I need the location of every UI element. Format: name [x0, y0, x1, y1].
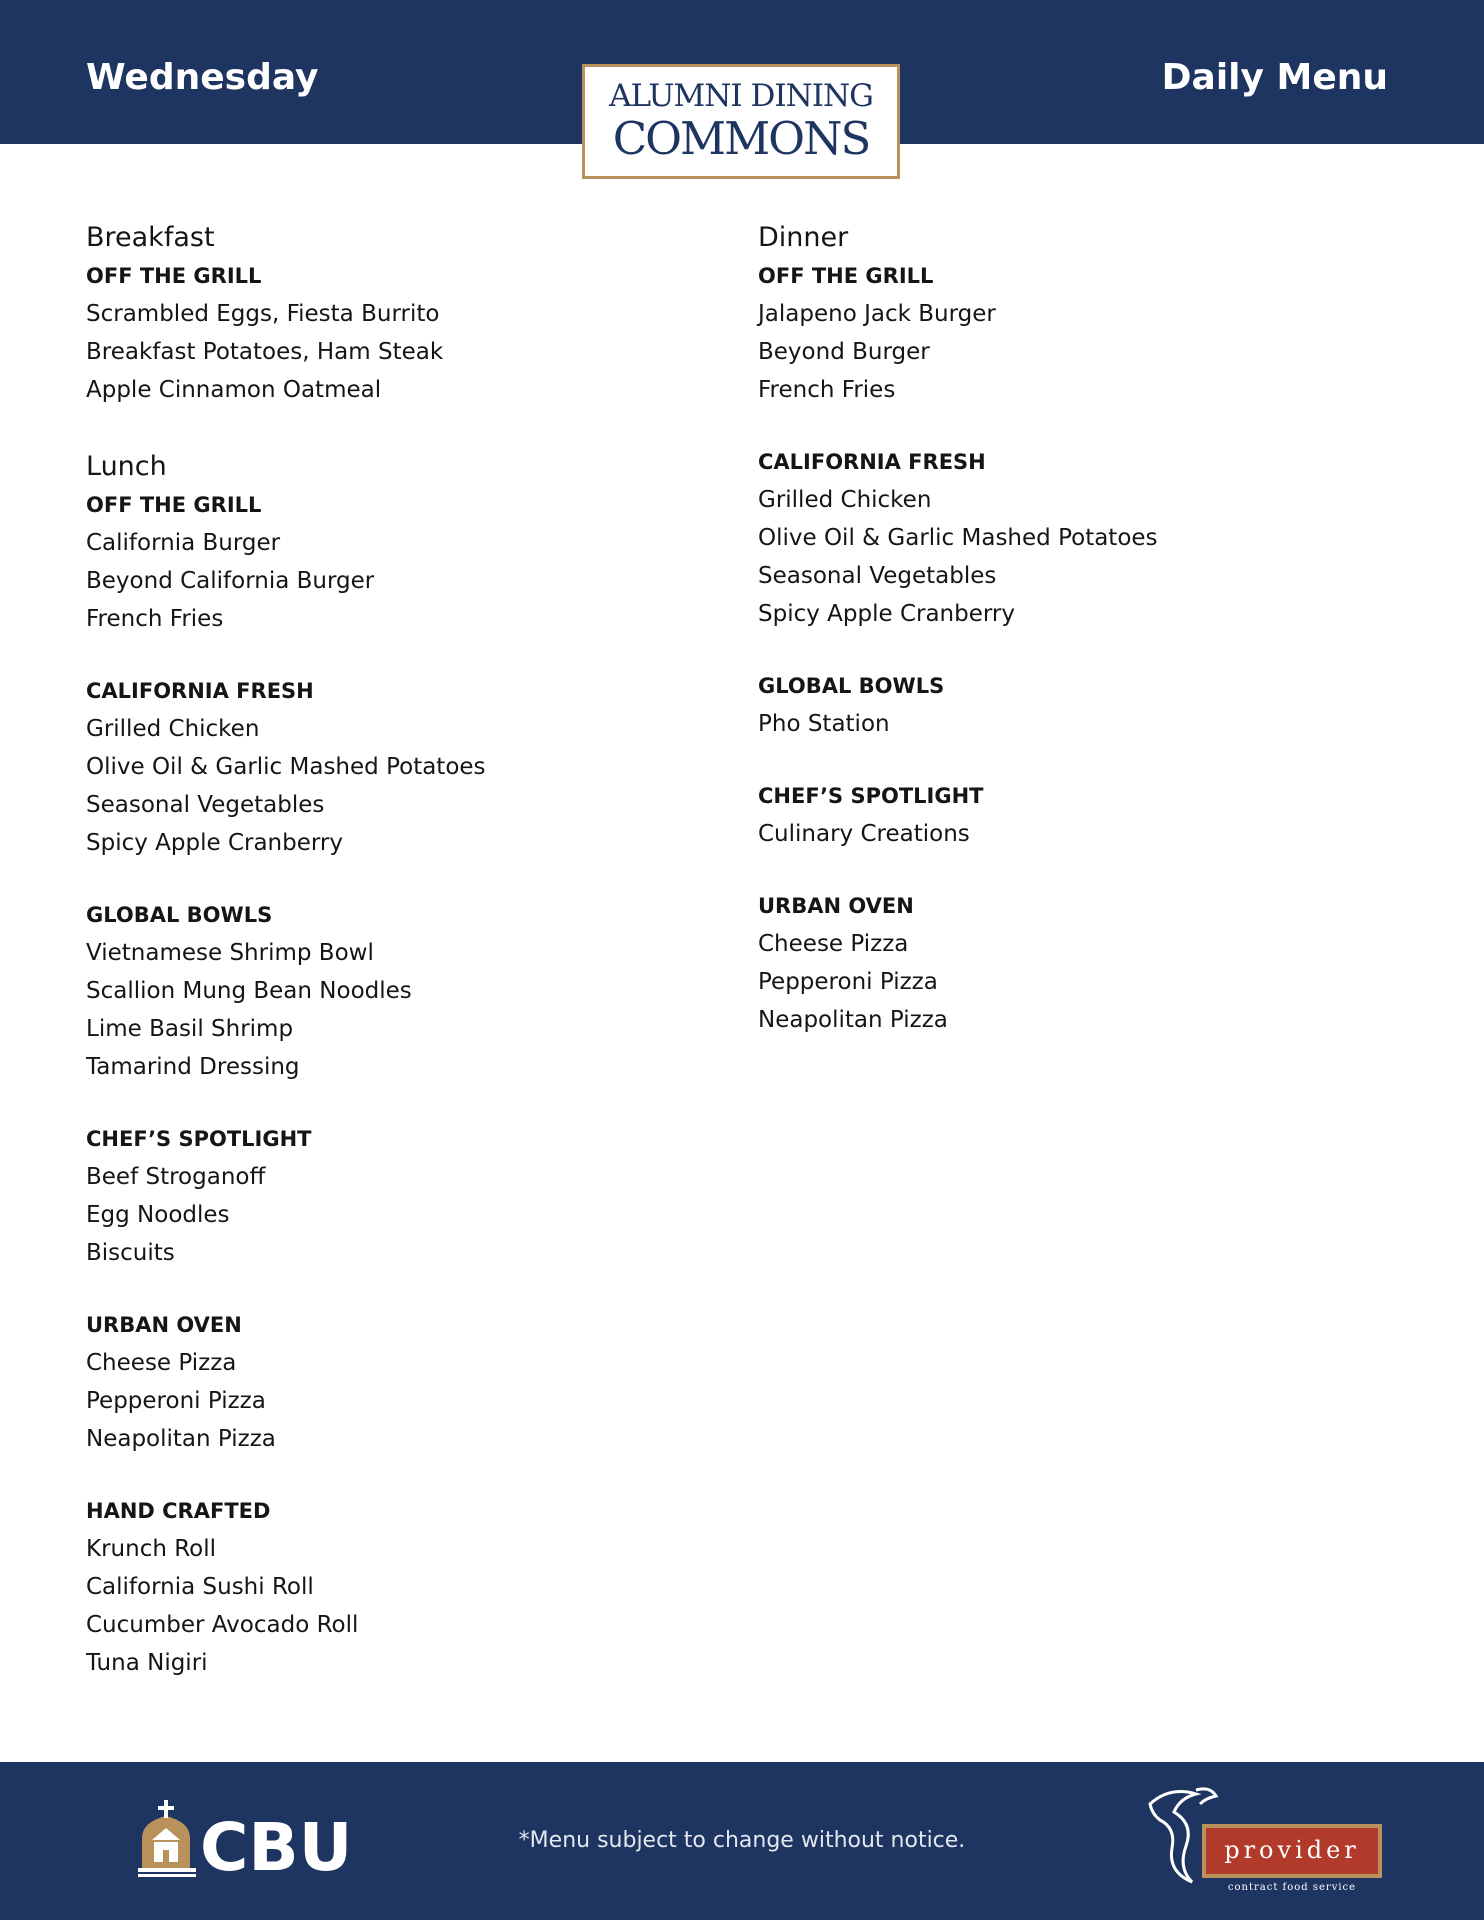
- day-label: Wednesday: [86, 57, 319, 98]
- disclaimer-note: *Menu subject to change without notice.: [518, 1828, 966, 1853]
- dinner-section-chefs-spotlight: [758, 781, 1158, 853]
- menu-item: French Fries: [758, 377, 896, 403]
- menu-item: Beyond Burger: [758, 339, 930, 365]
- menu-item: Biscuits: [86, 1240, 175, 1266]
- menu-item: Lime Basil Shrimp: [86, 1016, 294, 1042]
- provider-logo-text: provider: [1224, 1836, 1360, 1864]
- menu-item: Beyond California Burger: [86, 568, 375, 594]
- menu-item: California Sushi Roll: [86, 1574, 314, 1600]
- section-title: CHEF’S SPOTLIGHT: [758, 784, 984, 808]
- menu-item: Pho Station: [758, 711, 890, 737]
- menu-item: Culinary Creations: [758, 821, 970, 847]
- dinner-section-off-the-grill: [758, 261, 1158, 409]
- menu-item: Cheese Pizza: [86, 1350, 237, 1376]
- breakfast-section-off-the-grill: [86, 261, 486, 409]
- menu-item: Neapolitan Pizza: [758, 1007, 948, 1033]
- menu-item: Olive Oil & Garlic Mashed Potatoes: [758, 525, 1158, 551]
- menu-item: Tuna Nigiri: [86, 1650, 208, 1676]
- provider-tagline: contract food service: [1227, 1882, 1357, 1893]
- menu-item: Jalapeno Jack Burger: [758, 301, 996, 327]
- menu-item: French Fries: [86, 606, 224, 632]
- breakfast-menu: [86, 218, 486, 409]
- meal-heading-breakfast: Breakfast: [86, 222, 215, 253]
- left-column: [86, 218, 486, 1720]
- menu-item: Pepperoni Pizza: [758, 969, 938, 995]
- section-title: OFF THE GRILL: [86, 264, 262, 288]
- lunch-section-hand-crafted: [86, 1496, 486, 1682]
- menu-item: Seasonal Vegetables: [86, 792, 325, 818]
- dinner-menu: [758, 218, 1158, 1039]
- lunch-section-california-fresh: [86, 676, 486, 862]
- dinner-section-global-bowls: [758, 671, 1158, 743]
- menu-item: Scallion Mung Bean Noodles: [86, 978, 412, 1004]
- dinner-section-california-fresh: [758, 447, 1158, 633]
- lunch-section-off-the-grill: [86, 490, 486, 638]
- lunch-section-urban-oven: [86, 1310, 486, 1458]
- menu-item: Egg Noodles: [86, 1202, 230, 1228]
- menu-item: Spicy Apple Cranberry: [86, 830, 343, 856]
- dinner-section-urban-oven: [758, 891, 1158, 1039]
- menu-item: Cucumber Avocado Roll: [86, 1612, 359, 1638]
- menu-item: Apple Cinnamon Oatmeal: [86, 377, 382, 403]
- menu-item: Grilled Chicken: [86, 716, 260, 742]
- menu-item: California Burger: [86, 530, 281, 556]
- provider-logo-icon: [1140, 1784, 1386, 1894]
- section-title: CALIFORNIA FRESH: [86, 679, 314, 703]
- menu-item: Seasonal Vegetables: [758, 563, 997, 589]
- section-title: OFF THE GRILL: [86, 493, 262, 517]
- menu-item: Beef Stroganoff: [86, 1164, 266, 1190]
- section-title: OFF THE GRILL: [758, 264, 934, 288]
- menu-item: Neapolitan Pizza: [86, 1426, 276, 1452]
- menu-item: Krunch Roll: [86, 1536, 217, 1562]
- meal-heading-lunch: Lunch: [86, 451, 167, 482]
- section-title: URBAN OVEN: [86, 1313, 242, 1337]
- menu-item: Scrambled Eggs, Fiesta Burrito: [86, 301, 440, 327]
- menu-item: Tamarind Dressing: [86, 1054, 300, 1080]
- menu-item: Breakfast Potatoes, Ham Steak: [86, 339, 444, 365]
- cbu-logo-text: CBU: [200, 1809, 353, 1878]
- lunch-section-global-bowls: [86, 900, 486, 1086]
- section-title: URBAN OVEN: [758, 894, 914, 918]
- menu-item: Spicy Apple Cranberry: [758, 601, 1015, 627]
- section-title: HAND CRAFTED: [86, 1499, 271, 1523]
- lunch-menu: [86, 447, 486, 1682]
- alumni-dining-commons-logo: [582, 64, 900, 179]
- section-title: CALIFORNIA FRESH: [758, 450, 986, 474]
- logo-line1: ALUMNI DINING: [609, 78, 873, 114]
- logo-line2: COMMONS: [612, 112, 870, 165]
- footer-bar: [0, 1762, 1484, 1920]
- menu-item: Pepperoni Pizza: [86, 1388, 266, 1414]
- meal-heading-dinner: Dinner: [758, 222, 849, 253]
- section-title: GLOBAL BOWLS: [758, 674, 945, 698]
- menu-item: Olive Oil & Garlic Mashed Potatoes: [86, 754, 486, 780]
- right-column: [758, 218, 1158, 1077]
- menu-item: Grilled Chicken: [758, 487, 932, 513]
- menu-item: Cheese Pizza: [758, 931, 909, 957]
- menu-item: Vietnamese Shrimp Bowl: [86, 940, 374, 966]
- lunch-section-chefs-spotlight: [86, 1124, 486, 1272]
- section-title: GLOBAL BOWLS: [86, 903, 273, 927]
- section-title: CHEF’S SPOTLIGHT: [86, 1127, 312, 1151]
- menu-title: Daily Menu: [1161, 57, 1388, 98]
